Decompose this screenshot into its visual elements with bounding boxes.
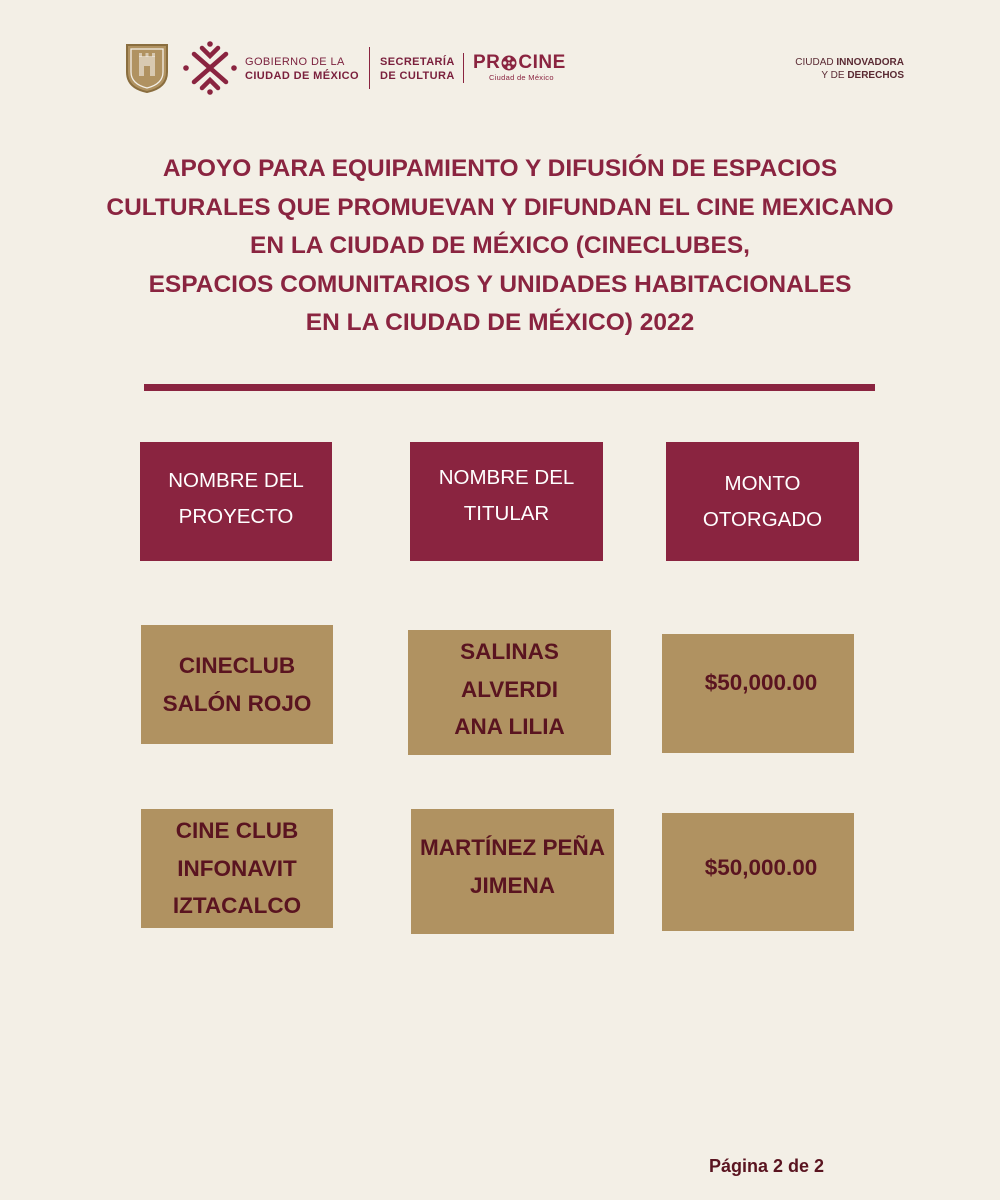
table-row-1-monto — [662, 634, 854, 753]
cell-line: ALVERDI — [460, 676, 559, 702]
title-line: EN LA CIUDAD DE MÉXICO) 2022 — [305, 309, 695, 336]
secretaria-cultura-label — [380, 55, 455, 83]
cdmx-shield-icon — [124, 42, 170, 94]
header-logos — [124, 40, 904, 98]
procine-word-cine: CINE — [518, 52, 566, 73]
cell-line: SALÓN ROJO — [162, 690, 312, 716]
cell-line: ANA LILIA — [454, 714, 565, 740]
table-row-1-proyecto — [141, 625, 333, 744]
title-line: ESPACIOS COMUNITARIOS Y UNIDADES HABITACIONALES — [148, 270, 852, 298]
header-line: TITULAR — [463, 501, 550, 525]
cell-line: CINE CLUB — [175, 818, 299, 844]
header-line: PROYECTO — [178, 504, 294, 528]
header-divider — [369, 47, 370, 89]
table-row-1-titular — [408, 630, 611, 755]
cell-line: CINECLUB — [178, 653, 296, 678]
ciudad-line-1-bold: INNOVADORA — [836, 57, 904, 68]
header-divider — [463, 53, 464, 83]
table-row-2-proyecto — [141, 809, 333, 928]
procine-logo — [473, 53, 566, 82]
cell-line: JIMENA — [469, 872, 555, 898]
title-divider-rule — [144, 384, 875, 391]
cell-line: $50,000.00 — [704, 669, 818, 695]
page-number: Página 2 de 2 — [709, 1156, 825, 1176]
ciudad-innovadora-label — [795, 56, 904, 82]
document-title — [60, 150, 940, 343]
cdmx-x-symbol-icon — [182, 40, 238, 96]
table-row-2-monto — [662, 813, 854, 931]
procine-word-pr: PR — [473, 52, 501, 73]
ciudad-line-2-bold: DERECHOS — [847, 70, 904, 81]
table-row-2-titular — [411, 809, 614, 934]
cell-line: INFONAVIT — [177, 855, 297, 881]
header-line: NOMBRE DEL — [168, 468, 304, 492]
header-nombre-proyecto — [140, 442, 332, 561]
cell-line: $50,000.00 — [704, 855, 818, 881]
procine-subtitle: Ciudad de México — [489, 73, 554, 82]
gobierno-line-2: CIUDAD DE MÉXICO — [245, 70, 359, 82]
gobierno-cdmx-label — [245, 55, 359, 83]
title-line: EN LA CIUDAD DE MÉXICO (CINECLUBES, — [249, 232, 750, 259]
cell-line: IZTACALCO — [172, 893, 302, 919]
title-line: CULTURALES QUE PROMUEVAN Y DIFUNDAN EL CINE MEXICANO — [106, 193, 894, 221]
header-monto-otorgado — [666, 442, 859, 561]
cell-line: MARTÍNEZ PEÑA — [420, 835, 605, 860]
header-nombre-titular — [410, 442, 603, 561]
secretaria-line-2: DE CULTURA — [380, 70, 455, 82]
ciudad-line-1-prefix: CIUDAD — [795, 57, 837, 68]
ciudad-line-2-prefix: Y DE — [821, 70, 848, 81]
gobierno-line-1: GOBIERNO DE LA — [245, 56, 345, 68]
header-line: OTORGADO — [702, 507, 823, 531]
film-reel-icon — [501, 55, 517, 71]
title-line: APOYO PARA EQUIPAMIENTO Y DIFUSIÓN DE ESPACIOS — [162, 155, 838, 182]
secretaria-line-1: SECRETARÍA — [380, 56, 455, 68]
header-line: NOMBRE DEL — [438, 465, 575, 489]
cell-line: SALINAS — [460, 639, 559, 665]
header-line: MONTO — [724, 471, 801, 495]
